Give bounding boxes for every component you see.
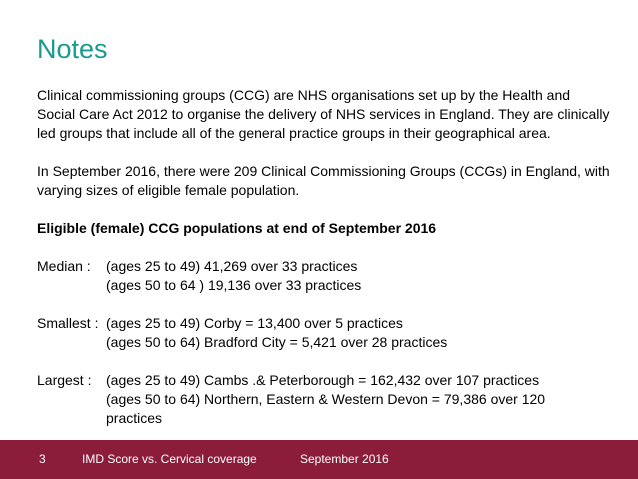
smallest-label: Smallest : — [37, 315, 99, 331]
intro-paragraph: Clinical commissioning groups (CCG) are NHS organisations set up by the Health and Social Care Act 2012 to organise the delivery of NHS services in England. They are clinically led groups that include all of the general practice groups in their geographical area. — [37, 87, 610, 141]
largest-line-2: (ages 50 to 64) Northern, Eastern & Western Devon = 79,386 over 120 practices — [106, 391, 546, 426]
smallest-line-2: (ages 50 to 64) Bradford City = 5,421 over 28 practices — [106, 334, 448, 350]
largest-line-1: (ages 25 to 49) Cambs .& Peterborough = 162,432 over 107 practices — [106, 372, 540, 388]
page-number: 3 — [39, 452, 46, 466]
median-label: Median : — [37, 258, 91, 274]
slide-title: Notes — [37, 34, 108, 64]
populations-heading: Eligible (female) CCG populations at end of September 2016 — [37, 220, 437, 236]
smallest-row — [37, 314, 612, 333]
smallest-line-1: (ages 25 to 49) Corby = 13,400 over 5 practices — [106, 315, 403, 331]
slide-body — [37, 86, 612, 428]
ccg-count-paragraph: In September 2016, there were 209 Clinical Commissioning Groups (CCGs) in England, with varying sizes of eligible female population. — [37, 163, 610, 198]
largest-label: Largest : — [37, 372, 92, 388]
footer-doc-title: IMD Score vs. Cervical coverage — [82, 452, 257, 466]
slide-footer — [0, 440, 638, 479]
median-line-2: (ages 50 to 64 ) 19,136 over 33 practices — [106, 277, 362, 293]
footer-date: September 2016 — [300, 452, 389, 466]
median-row — [37, 257, 612, 276]
median-line-1: (ages 25 to 49) 41,269 over 33 practices — [106, 258, 358, 274]
largest-row — [37, 371, 612, 390]
